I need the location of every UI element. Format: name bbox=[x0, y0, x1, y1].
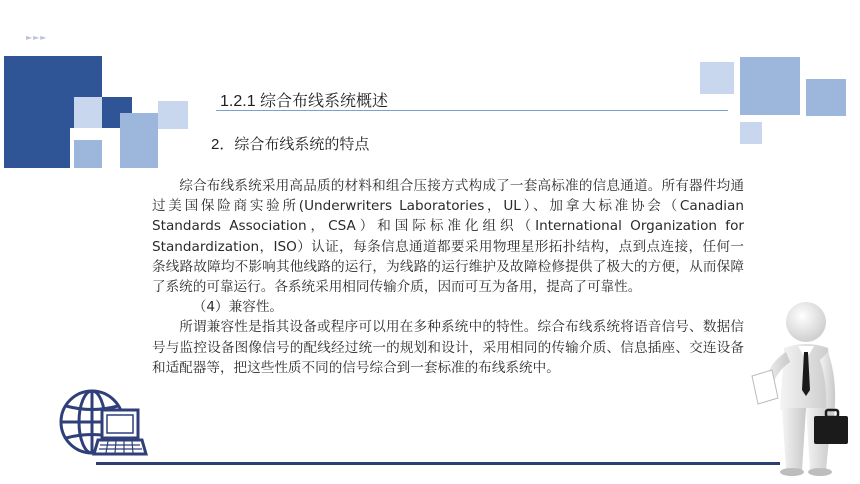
section-title: 1.2.1 综合布线系统概述 bbox=[220, 93, 389, 110]
paragraph-compatibility: 所谓兼容性是指其设备或程序可以用在多种系统中的特性。综合布线系统将语音信号、数据信号与监控设备图像信号的配线经过统一的规划和设计，采用相同的传输介质、信息插座、交连设备和适配器等，把这些性质不同的信号综合到一套标准的布线系统中。 bbox=[152, 319, 744, 376]
paragraph-reliability: 综合布线系统采用高品质的材料和组合压接方式构成了一套高标准的信息通道。所有器件均通过美国保险商实验所(Underwriters Laboratories，UL）、加拿大标准协会（Canadian Standards Association，CSA）和国际标准化组织（International Organization for Standardization，ISO）认证，每条信息通道都要采用物理星形拓扑结构，点到点连接，任何一条线路故障均不影响其他线路的运行，为线路的运行维护及故障检修提供了极大的方便，从而保障了系统的可靠运行。各系统采用相同传输介质，因而可互为备用，提高了可靠性。 bbox=[152, 178, 744, 296]
title-underline bbox=[216, 110, 728, 111]
subsection-title: 2．综合布线系统的特点 bbox=[211, 136, 370, 153]
businessman-illustration bbox=[748, 300, 852, 478]
body-text bbox=[152, 176, 744, 378]
globe-laptop-icon bbox=[58, 386, 148, 462]
decorative-arrows: ►►► bbox=[26, 33, 48, 42]
bottom-divider bbox=[96, 462, 780, 465]
item-compatibility-label: （4）兼容性。 bbox=[192, 299, 284, 316]
